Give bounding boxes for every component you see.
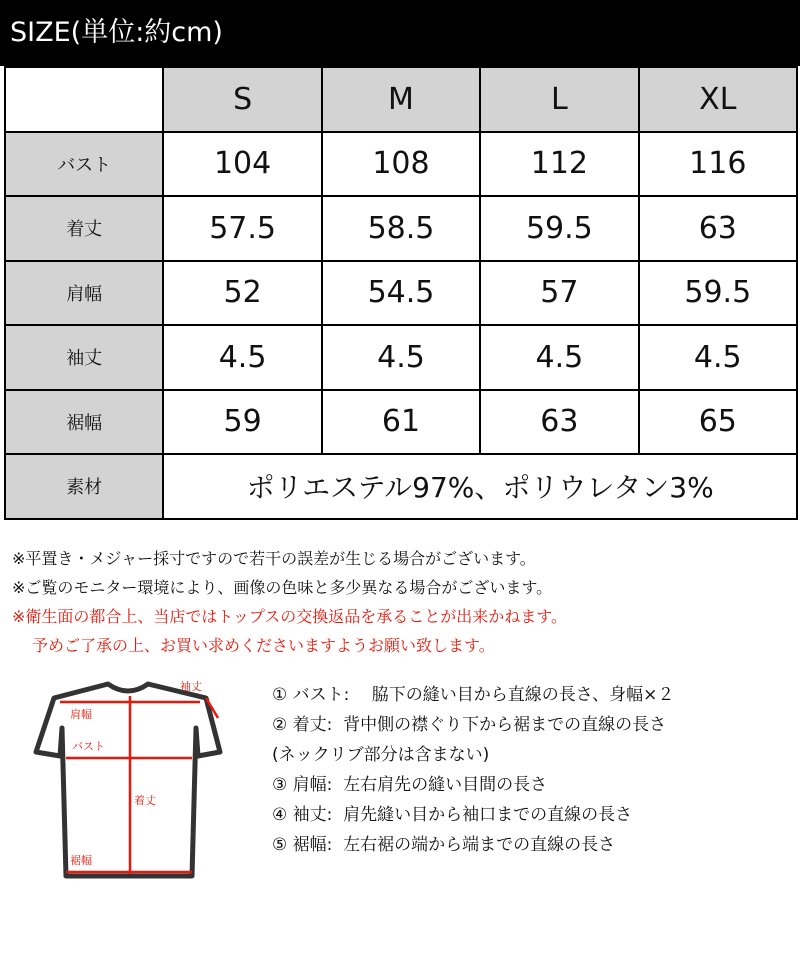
table-cell: 58.5: [322, 196, 480, 261]
legend-item: ③ 肩幅: 左右肩先の縫い目間の長さ: [272, 775, 548, 795]
note-line: ※ご覧のモニター環境により、画像の色味と多少異なる場合がございます。: [12, 578, 553, 597]
notes: [12, 544, 567, 660]
legend-item: ⑤ 裾幅: 左右裾の端から端までの直線の長さ: [272, 835, 616, 855]
size-table: [4, 66, 798, 520]
table-cell: 54.5: [322, 261, 480, 326]
table-cell: 52: [163, 261, 321, 326]
row-label: バスト: [5, 132, 163, 197]
table-cell: 59: [163, 390, 321, 455]
note-line-warning: 予めご了承の上、お買い求めくださいますようお願い致します。: [32, 636, 495, 655]
table-cell: 4.5: [322, 325, 480, 390]
note-line-warning: ※衛生面の都合上、当店ではトップスの交換返品を承ることが出来かねます。: [12, 607, 568, 626]
measurement-legend: [272, 680, 674, 860]
page-title: SIZE(単位:約cm): [10, 17, 223, 48]
legend-item: (ネックリブ部分は含まない): [272, 745, 490, 765]
table-cell: 59.5: [639, 261, 797, 326]
table-cell: 65: [639, 390, 797, 455]
table-cell: 59.5: [480, 196, 638, 261]
table-cell: 4.5: [163, 325, 321, 390]
note-line: ※平置き・メジャー採寸ですので若干の誤差が生じる場合がございます。: [12, 549, 536, 568]
table-cell: 112: [480, 132, 638, 197]
column-header: S: [163, 67, 321, 132]
header-bar: [0, 0, 800, 66]
corner-cell: [5, 67, 163, 132]
table-row-material: [5, 454, 797, 519]
table-row: [5, 132, 797, 197]
legend-item: ① バスト: 脇下の縫い目から直線の長さ、身幅×２: [272, 685, 675, 705]
label-sleeve: 袖丈: [180, 680, 202, 693]
tshirt-outline: [36, 684, 220, 876]
label-hem: 裾幅: [70, 854, 92, 867]
table-cell: 4.5: [639, 325, 797, 390]
label-length: 着丈: [134, 794, 156, 807]
tshirt-diagram: [14, 676, 240, 884]
column-header: L: [480, 67, 638, 132]
table-row: [5, 261, 797, 326]
table-row: [5, 196, 797, 261]
table-header-row: [5, 67, 797, 132]
row-label: 袖丈: [5, 325, 163, 390]
table-cell: 108: [322, 132, 480, 197]
column-header: XL: [639, 67, 797, 132]
legend-item: ② 着丈: 背中側の襟ぐり下から裾までの直線の長さ: [272, 715, 667, 735]
row-label: 素材: [5, 454, 163, 519]
row-label: 裾幅: [5, 390, 163, 455]
table-cell: 63: [639, 196, 797, 261]
table-cell: 104: [163, 132, 321, 197]
material-value: ポリエステル97%、ポリウレタン3%: [163, 454, 797, 519]
row-label: 着丈: [5, 196, 163, 261]
row-label: 肩幅: [5, 261, 163, 326]
legend-item: ④ 袖丈: 肩先縫い目から袖口までの直線の長さ: [272, 805, 633, 825]
label-bust: バスト: [72, 740, 105, 753]
label-shoulder: 肩幅: [70, 708, 92, 721]
column-header: M: [322, 67, 480, 132]
table-cell: 57: [480, 261, 638, 326]
table-cell: 4.5: [480, 325, 638, 390]
table-cell: 116: [639, 132, 797, 197]
table-cell: 61: [322, 390, 480, 455]
table-cell: 63: [480, 390, 638, 455]
table-cell: 57.5: [163, 196, 321, 261]
table-row: [5, 390, 797, 455]
table-row: [5, 325, 797, 390]
